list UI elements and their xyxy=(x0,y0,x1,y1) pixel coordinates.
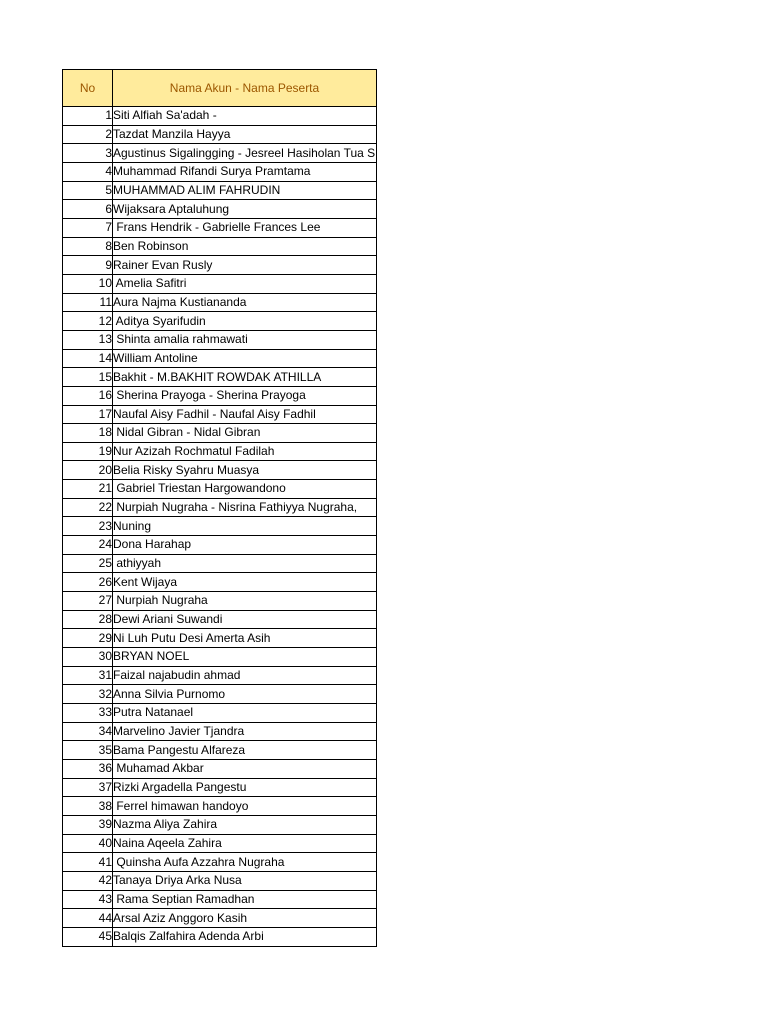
participant-name-cell[interactable]: Naina Aqeela Zahira xyxy=(113,834,377,853)
table-row xyxy=(63,162,377,181)
participant-name-cell[interactable]: MUHAMMAD ALIM FAHRUDIN xyxy=(113,181,377,200)
table-row xyxy=(63,442,377,461)
participant-name-cell[interactable]: Arsal Aziz Anggoro Kasih xyxy=(113,909,377,928)
row-number-cell[interactable]: 40 xyxy=(63,834,113,853)
row-number-cell[interactable]: 7 xyxy=(63,218,113,237)
participant-name-cell[interactable]: Anna Silvia Purnomo xyxy=(113,685,377,704)
row-number-cell[interactable]: 36 xyxy=(63,759,113,778)
table-row xyxy=(63,125,377,144)
participant-name-cell[interactable]: Ni Luh Putu Desi Amerta Asih xyxy=(113,629,377,648)
participant-name-cell[interactable]: Quinsha Aufa Azzahra Nugraha xyxy=(113,853,377,872)
row-number-cell[interactable]: 18 xyxy=(63,424,113,443)
row-number-cell[interactable]: 35 xyxy=(63,741,113,760)
table-row xyxy=(63,386,377,405)
row-number-cell[interactable]: 3 xyxy=(63,144,113,163)
participant-name-cell[interactable]: Tanaya Driya Arka Nusa xyxy=(113,871,377,890)
table-row xyxy=(63,312,377,331)
participant-name-cell[interactable]: Nuning xyxy=(113,517,377,536)
row-number-cell[interactable]: 25 xyxy=(63,554,113,573)
participant-name-cell[interactable]: Faizal najabudin ahmad xyxy=(113,666,377,685)
participant-name-cell[interactable]: Aura Najma Kustiananda xyxy=(113,293,377,312)
row-number-cell[interactable]: 26 xyxy=(63,573,113,592)
participant-name-cell[interactable]: Agustinus Sigalingging - Jesreel Hasiholan Tua S xyxy=(113,144,377,163)
participant-table xyxy=(62,69,377,947)
row-number-cell[interactable]: 20 xyxy=(63,461,113,480)
row-number-cell[interactable]: 42 xyxy=(63,871,113,890)
table-row xyxy=(63,741,377,760)
row-number-cell[interactable]: 10 xyxy=(63,274,113,293)
row-number-cell[interactable]: 2 xyxy=(63,125,113,144)
row-number-cell[interactable]: 8 xyxy=(63,237,113,256)
participant-name-cell[interactable]: Bakhit - M.BAKHIT ROWDAK ATHILLA xyxy=(113,368,377,387)
row-number-cell[interactable]: 17 xyxy=(63,405,113,424)
row-number-cell[interactable]: 38 xyxy=(63,797,113,816)
row-number-cell[interactable]: 34 xyxy=(63,722,113,741)
row-number-cell[interactable]: 28 xyxy=(63,610,113,629)
row-number-cell[interactable]: 31 xyxy=(63,666,113,685)
participant-name-cell[interactable]: Balqis Zalfahira Adenda Arbi xyxy=(113,927,377,946)
header-row xyxy=(63,70,377,107)
table-row xyxy=(63,107,377,126)
table-row xyxy=(63,424,377,443)
table-row xyxy=(63,237,377,256)
table-row xyxy=(63,722,377,741)
table-row xyxy=(63,573,377,592)
row-number-cell[interactable]: 22 xyxy=(63,498,113,517)
participant-name-cell[interactable]: Rainer Evan Rusly xyxy=(113,256,377,275)
table-row xyxy=(63,200,377,219)
participant-name-cell[interactable]: Ben Robinson xyxy=(113,237,377,256)
participant-name-cell[interactable]: Muhamad Akbar xyxy=(113,759,377,778)
row-number-cell[interactable]: 19 xyxy=(63,442,113,461)
table-row xyxy=(63,144,377,163)
row-number-cell[interactable]: 32 xyxy=(63,685,113,704)
participant-name-cell[interactable]: Tazdat Manzila Hayya xyxy=(113,125,377,144)
participant-name-cell[interactable]: Gabriel Triestan Hargowandono xyxy=(113,480,377,499)
table-row xyxy=(63,927,377,946)
participant-name-cell[interactable]: Kent Wijaya xyxy=(113,573,377,592)
participant-name-cell[interactable]: Shinta amalia rahmawati xyxy=(113,330,377,349)
participant-name-cell[interactable]: Naufal Aisy Fadhil - Naufal Aisy Fadhil xyxy=(113,405,377,424)
row-number-cell[interactable]: 13 xyxy=(63,330,113,349)
table-row xyxy=(63,536,377,555)
header-no[interactable]: No xyxy=(63,70,113,107)
row-number-cell[interactable]: 24 xyxy=(63,536,113,555)
table-row xyxy=(63,368,377,387)
table-row xyxy=(63,629,377,648)
participant-name-cell[interactable]: Wijaksara Aptaluhung xyxy=(113,200,377,219)
row-number-cell[interactable]: 21 xyxy=(63,480,113,499)
table-row xyxy=(63,218,377,237)
table-body xyxy=(63,107,377,947)
row-number-cell[interactable]: 41 xyxy=(63,853,113,872)
participant-name-cell[interactable]: William Antoline xyxy=(113,349,377,368)
table-row xyxy=(63,554,377,573)
row-number-cell[interactable]: 16 xyxy=(63,386,113,405)
row-number-cell[interactable]: 30 xyxy=(63,648,113,667)
participant-name-cell[interactable]: Siti Alfiah Sa'adah - xyxy=(113,107,377,126)
row-number-cell[interactable]: 27 xyxy=(63,592,113,611)
table-row xyxy=(63,704,377,723)
table-row xyxy=(63,815,377,834)
participant-name-cell[interactable]: Nurpiah Nugraha xyxy=(113,592,377,611)
table-row xyxy=(63,592,377,611)
table-row xyxy=(63,853,377,872)
row-number-cell[interactable]: 33 xyxy=(63,704,113,723)
participant-name-cell[interactable]: Bama Pangestu Alfareza xyxy=(113,741,377,760)
row-number-cell[interactable]: 12 xyxy=(63,312,113,331)
row-number-cell[interactable]: 14 xyxy=(63,349,113,368)
participant-name-cell[interactable]: Belia Risky Syahru Muasya xyxy=(113,461,377,480)
table-row xyxy=(63,293,377,312)
participant-name-cell[interactable]: Sherina Prayoga - Sherina Prayoga xyxy=(113,386,377,405)
table-row xyxy=(63,871,377,890)
row-number-cell[interactable]: 29 xyxy=(63,629,113,648)
participant-name-cell[interactable]: Putra Natanael xyxy=(113,704,377,723)
table-row xyxy=(63,666,377,685)
participant-name-cell[interactable]: BRYAN NOEL xyxy=(113,648,377,667)
participant-name-cell[interactable]: Nurpiah Nugraha - Nisrina Fathiyya Nugraha, xyxy=(113,498,377,517)
participant-name-cell[interactable]: Nur Azizah Rochmatul Fadilah xyxy=(113,442,377,461)
table-row xyxy=(63,797,377,816)
header-name[interactable]: Nama Akun - Nama Peserta xyxy=(113,70,377,107)
participant-name-cell[interactable]: Rizki Argadella Pangestu xyxy=(113,778,377,797)
row-number-cell[interactable]: 15 xyxy=(63,368,113,387)
table-row xyxy=(63,480,377,499)
row-number-cell[interactable]: 5 xyxy=(63,181,113,200)
table-row xyxy=(63,405,377,424)
table-row xyxy=(63,648,377,667)
participant-name-cell[interactable]: Muhammad Rifandi Surya Pramtama xyxy=(113,162,377,181)
participant-name-cell[interactable]: Dewi Ariani Suwandi xyxy=(113,610,377,629)
table-row xyxy=(63,685,377,704)
table-row xyxy=(63,498,377,517)
table-row xyxy=(63,330,377,349)
row-number-cell[interactable]: 23 xyxy=(63,517,113,536)
row-number-cell[interactable]: 37 xyxy=(63,778,113,797)
participant-name-cell[interactable]: Rama Septian Ramadhan xyxy=(113,890,377,909)
row-number-cell[interactable]: 39 xyxy=(63,815,113,834)
row-number-cell[interactable]: 44 xyxy=(63,909,113,928)
table-row xyxy=(63,349,377,368)
participant-name-cell[interactable]: Frans Hendrik - Gabrielle Frances Lee xyxy=(113,218,377,237)
table-row xyxy=(63,778,377,797)
table-row xyxy=(63,181,377,200)
row-number-cell[interactable]: 1 xyxy=(63,107,113,126)
row-number-cell[interactable]: 45 xyxy=(63,927,113,946)
table-row xyxy=(63,909,377,928)
table-row xyxy=(63,759,377,778)
participant-name-cell[interactable]: athiyyah xyxy=(113,554,377,573)
table-row xyxy=(63,274,377,293)
row-number-cell[interactable]: 43 xyxy=(63,890,113,909)
participant-name-cell[interactable]: Aditya Syarifudin xyxy=(113,312,377,331)
table-row xyxy=(63,517,377,536)
participant-name-cell[interactable]: Amelia Safitri xyxy=(113,274,377,293)
table-row xyxy=(63,610,377,629)
row-number-cell[interactable]: 11 xyxy=(63,293,113,312)
row-number-cell[interactable]: 9 xyxy=(63,256,113,275)
table-row xyxy=(63,461,377,480)
participant-name-cell[interactable]: Marvelino Javier Tjandra xyxy=(113,722,377,741)
participant-name-cell[interactable]: Nidal Gibran - Nidal Gibran xyxy=(113,424,377,443)
participant-name-cell[interactable]: Dona Harahap xyxy=(113,536,377,555)
table-row xyxy=(63,834,377,853)
participant-name-cell[interactable]: Nazma Aliya Zahira xyxy=(113,815,377,834)
row-number-cell[interactable]: 4 xyxy=(63,162,113,181)
row-number-cell[interactable]: 6 xyxy=(63,200,113,219)
participant-name-cell[interactable]: Ferrel himawan handoyo xyxy=(113,797,377,816)
table-row xyxy=(63,890,377,909)
table-row xyxy=(63,256,377,275)
